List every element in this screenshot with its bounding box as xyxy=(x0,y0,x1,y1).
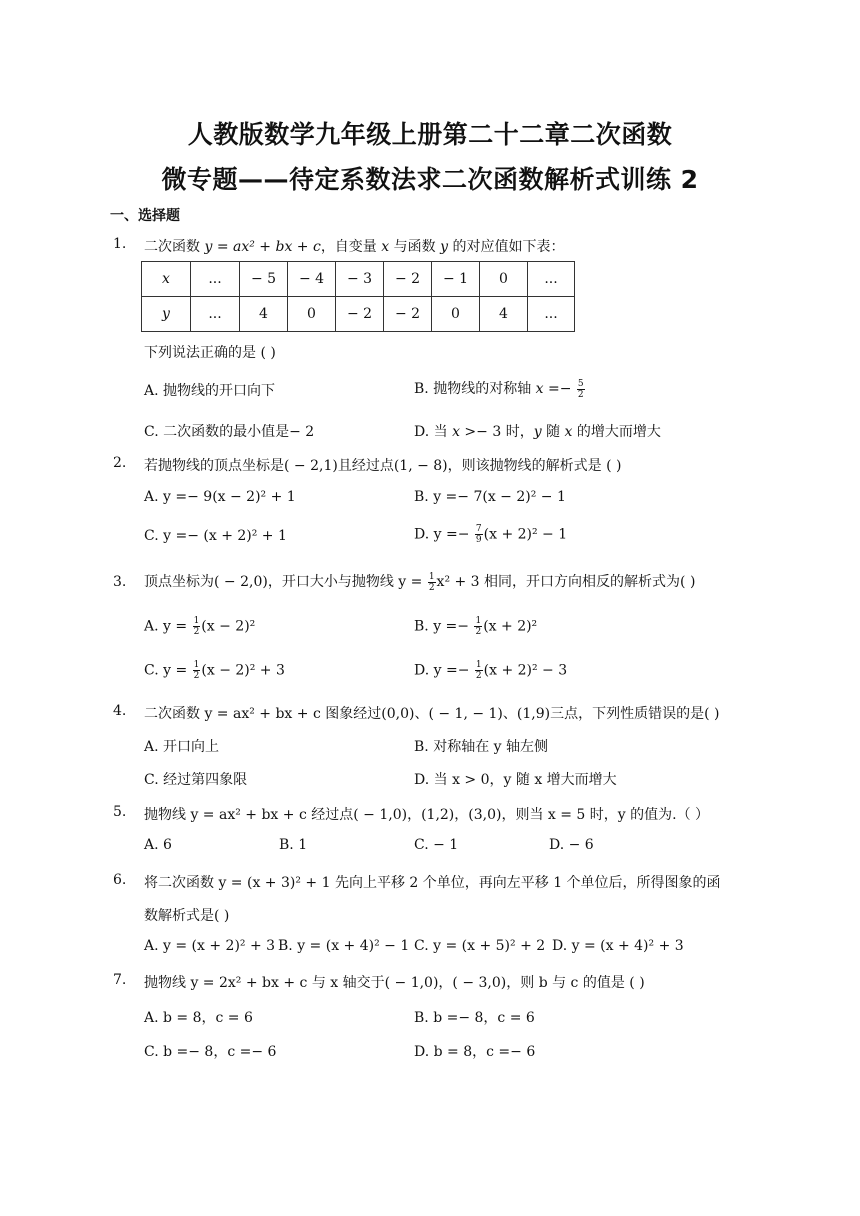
question-1-option-b[interactable]: B. 抛物线的对称轴 x =− $\frac{5}{2}$ xyxy=(414,378,584,400)
question-1-stem: 二次函数 y = ax² + bx + c，自变量 x 与函数 y 的对应值如下表： xyxy=(144,239,565,255)
table-cell: 0 xyxy=(288,297,336,332)
fraction: $\frac{1}{2}$ xyxy=(193,660,200,681)
table-cell: ... xyxy=(191,297,240,332)
question-1-option-d[interactable]: D. 当 x >− 3 时，y 随 x 的增大而增大 xyxy=(414,424,661,440)
table-cell: ... xyxy=(528,297,575,332)
table-cell: − 2 xyxy=(384,297,432,332)
table-cell: 0 xyxy=(480,262,528,297)
table-cell: ... xyxy=(528,262,575,297)
question-7-option-a[interactable]: A. b = 8，c = 6 xyxy=(144,1010,253,1026)
question-2-option-a[interactable]: A. y =− 9(x − 2)² + 1 xyxy=(144,489,296,505)
fraction: $\frac{1}{2}$ xyxy=(475,660,482,681)
question-3-option-d[interactable]: D. y =− $\frac{1}{2}$ (x + 2)² − 3 xyxy=(414,660,568,681)
question-5-option-a[interactable]: A. 6 xyxy=(144,837,172,853)
question-6-stem-line-1: 将二次函数 y = (x + 3)² + 1 先向上平移 2 个单位，再向左平移 1 个单位后，所得图象的函 xyxy=(144,875,721,891)
question-7-option-c[interactable]: C. b =− 8，c =− 6 xyxy=(144,1044,277,1060)
question-6-option-c[interactable]: C. y = (x + 5)² + 2 xyxy=(414,938,546,954)
table-cell: 4 xyxy=(240,297,288,332)
question-4-stem: 二次函数 y = ax² + bx + c 图象经过(0,0)、( − 1, − 1)、(1,9)三点，下列性质错误的是( ) xyxy=(144,706,720,722)
fraction: $\frac{1}{2}$ xyxy=(193,616,200,637)
question-3-option-a[interactable]: A. y = $\frac{1}{2}$ (x − 2)² xyxy=(144,616,256,637)
question-6-stem-line-2: 数解析式是( ) xyxy=(144,908,230,924)
table-cell: − 2 xyxy=(384,262,432,297)
table-cell: − 5 xyxy=(240,262,288,297)
question-2-stem: 若抛物线的顶点坐标是( − 2,1)且经过点(1, − 8)，则该抛物线的解析式是 ( ) xyxy=(144,458,622,474)
table-cell: − 3 xyxy=(336,262,384,297)
question-4-option-d[interactable]: D. 当 x > 0，y 随 x 增大而增大 xyxy=(414,772,617,788)
table-cell: x xyxy=(142,262,191,297)
question-4-option-b[interactable]: B. 对称轴在 y 轴左侧 xyxy=(414,739,548,755)
question-6-option-b[interactable]: B. y = (x + 4)² − 1 xyxy=(278,938,410,954)
table-cell: y xyxy=(142,297,191,332)
question-1-number: 1. xyxy=(113,236,127,252)
question-5-option-c[interactable]: C. − 1 xyxy=(414,837,459,853)
worksheet-title: 人教版数学九年级上册第二十二章二次函数 xyxy=(187,120,673,149)
question-1-option-c[interactable]: C. 二次函数的最小值是− 2 xyxy=(144,424,315,440)
question-5-option-d[interactable]: D. − 6 xyxy=(549,837,594,853)
table-row-y xyxy=(142,297,575,332)
question-7-stem: 抛物线 y = 2x² + bx + c 与 x 轴交于( − 1,0)，( − 3,0)，则 b 与 c 的值是 ( ) xyxy=(144,975,645,991)
question-6-option-d[interactable]: D. y = (x + 4)² + 3 xyxy=(552,938,684,954)
question-2-option-d[interactable]: D. y =− $\frac{7}{9}$ (x + 2)² − 1 xyxy=(414,524,568,545)
question-4-option-c[interactable]: C. 经过第四象限 xyxy=(144,772,248,788)
question-5-option-b[interactable]: B. 1 xyxy=(279,837,308,853)
question-2-option-c[interactable]: C. y =− (x + 2)² + 1 xyxy=(144,528,287,544)
question-7-option-b[interactable]: B. b =− 8，c = 6 xyxy=(414,1010,535,1026)
question-7-option-d[interactable]: D. b = 8，c =− 6 xyxy=(414,1044,536,1060)
question-1-prompt: 下列说法正确的是 ( ) xyxy=(144,345,276,361)
question-7-number: 7. xyxy=(113,972,127,988)
question-2-option-b[interactable]: B. y =− 7(x − 2)² − 1 xyxy=(414,489,566,505)
table-cell: − 2 xyxy=(336,297,384,332)
fraction: $\frac{1}{2}$ xyxy=(475,616,482,637)
question-4-option-a[interactable]: A. 开口向上 xyxy=(144,739,220,755)
fraction: $\frac{5}{2}$ xyxy=(577,378,584,400)
question-5-number: 5. xyxy=(113,804,127,820)
fraction: $\frac{7}{9}$ xyxy=(475,524,482,545)
question-2-number: 2. xyxy=(113,455,127,471)
table-row-x xyxy=(142,262,575,297)
table-cell: 4 xyxy=(480,297,528,332)
fraction: $\frac{1}{2}$ xyxy=(428,571,435,593)
question-3-stem: 顶点坐标为( − 2,0)，开口大小与抛物线 y = $\frac{1}{2}$ x² + 3 相同，开口方向相反的解析式为( ) xyxy=(144,571,696,593)
question-6-number: 6. xyxy=(113,872,127,888)
section-heading: 一、选择题 xyxy=(110,208,180,224)
question-6-option-a[interactable]: A. y = (x + 2)² + 3 xyxy=(144,938,276,954)
table-cell: ... xyxy=(191,262,240,297)
question-3-option-c[interactable]: C. y = $\frac{1}{2}$ (x − 2)² + 3 xyxy=(144,660,285,681)
question-3-number: 3. xyxy=(113,574,127,590)
table-cell: − 1 xyxy=(432,262,480,297)
value-table xyxy=(141,261,575,332)
question-1-option-a[interactable]: A. 抛物线的开口向下 xyxy=(144,383,276,399)
table-cell: 0 xyxy=(432,297,480,332)
question-4-number: 4. xyxy=(113,703,127,719)
worksheet-subtitle: 微专题——待定系数法求二次函数解析式训练 2 xyxy=(161,165,699,194)
question-5-stem: 抛物线 y = ax² + bx + c 经过点( − 1,0)，(1,2)，(3,0)，则当 x = 5 时，y 的值为.（ ） xyxy=(144,807,710,823)
question-3-option-b[interactable]: B. y =− $\frac{1}{2}$ (x + 2)² xyxy=(414,616,538,637)
table-cell: − 4 xyxy=(288,262,336,297)
